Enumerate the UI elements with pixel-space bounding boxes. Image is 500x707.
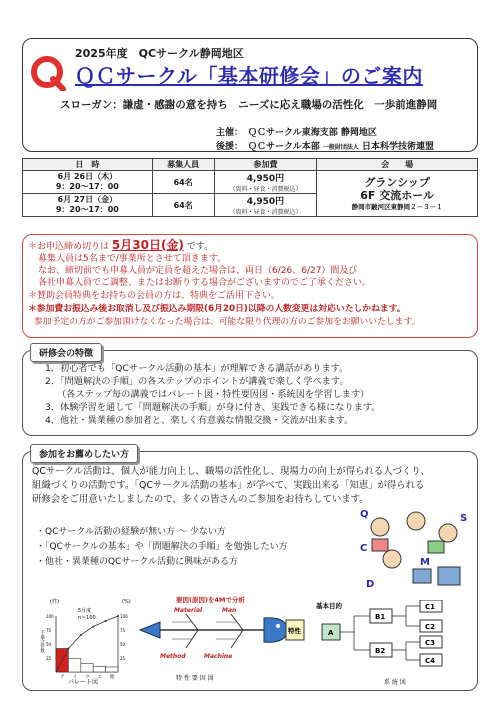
pareto-category: イ [72, 675, 78, 680]
fee-amount: 4,950円 [246, 174, 285, 184]
pareto-bar [81, 664, 93, 672]
slogan: スローガン：謙虚・感謝の意を持ち ニーズに応え職場の活性化 一歩前進静岡 [60, 99, 438, 111]
pareto-chart [38, 596, 138, 688]
fee-amount: 4,950円 [246, 197, 285, 207]
pareto-pct-tick: 50 [120, 642, 126, 647]
fee-cell [214, 194, 317, 217]
tree-mid: B1 [375, 613, 386, 621]
qcdsm-letter: Q [360, 509, 369, 520]
fishbone-diagram [136, 592, 306, 688]
fishbone-caption: 特 性 要 因 図 [176, 675, 214, 682]
capacity-cell: 64名 [152, 194, 214, 217]
notice-line: 各社申募人員でご調整、またはお断りする場合がございますのでご了承ください。 [38, 278, 372, 288]
fishbone-label: Material [174, 607, 203, 614]
sponsor-label: 後援： [216, 142, 244, 152]
header-capacity: 募集人員 [152, 159, 214, 171]
time-text: 9：20～17：00 [55, 182, 119, 191]
fishbone-label: Method [160, 653, 186, 660]
fiscal-year-label: 2025年度 QCサークル静岡地区 [75, 47, 244, 60]
pareto-right-unit: (%) [122, 599, 131, 605]
fishbone-label: Machine [204, 653, 233, 660]
tree-leaf: C3 [425, 639, 436, 647]
tree-mid: B2 [375, 647, 386, 655]
recommend-heading: 参加をお薦めしたい方 [30, 444, 138, 463]
schedule-table [22, 158, 478, 217]
sponsor-org: 日本科学技術連盟 [362, 142, 435, 152]
notice-line: 募集人員は5名まで/事業所とさせて頂きます。 [38, 254, 227, 264]
venue-name: グランシップ [364, 176, 430, 189]
pareto-y-label: 不適合件数 [39, 630, 45, 653]
venue-cell [317, 171, 478, 217]
fishbone-label: Man [222, 607, 237, 614]
tree-caption: 系 統 図 [384, 679, 406, 686]
date-cell [23, 194, 153, 217]
fishbone-effect: 特性 [288, 627, 301, 635]
recommend-bullet: ・QCサークル活動の経験が無い方 ～ 少ない方 [36, 527, 226, 537]
feature-item: 2．「問題解決の手順」の各ステップのポイントが講義で楽しく学べます。 [45, 376, 349, 387]
tree-leaf: C1 [425, 603, 436, 611]
feature-item: 1．初心者でも「QCサークル活動の基本」が理解できる講話があります。 [45, 363, 349, 374]
pareto-pct-tick: 25 [120, 656, 126, 661]
recommend-bullet: ・他社・異業種のQCサークル活動に興味がある方 [36, 557, 239, 567]
qcdsm-letter: M [420, 557, 430, 568]
pareto-cumulative-point [67, 647, 69, 649]
pareto-y-tick: 25 [46, 656, 52, 661]
pareto-left-unit: (件) [50, 599, 59, 605]
notice-line: ＊参加費お振込み後お取消し及び振込み期限(6月20日)以降の人数変更は対応いたしかねます。 [28, 304, 406, 314]
sponsor: ＱＣサークル本部 [248, 142, 320, 152]
pareto-y-tick: 100 [46, 614, 54, 619]
deadline-line [28, 240, 213, 253]
pareto-bar [68, 659, 80, 672]
pareto-bar [106, 667, 118, 672]
pareto-cumulative-point [80, 634, 82, 636]
page-title: ＱＣサークル「基本研修会」のご案内 [75, 64, 423, 88]
header-datetime: 日 時 [23, 159, 153, 171]
qcdsm-letter: D [366, 579, 375, 590]
fee-note: （資料・昼食・消費税込） [229, 186, 302, 193]
header-fee: 参加費 [214, 159, 317, 171]
organizer: ＱＣサークル東海支部 静岡地区 [248, 128, 377, 138]
qcdsm-illustration [358, 507, 470, 595]
sponsor-line [248, 139, 434, 152]
venue-address: 静岡市駿河区東静岡２－３－１ [351, 203, 443, 211]
notice-line: 参加予定の方がご参加頂けなくなった場合は、可能な限り代理の方のご参加をお願いいたします。 [34, 317, 421, 327]
date-text: 6月 26日（木） [57, 172, 118, 181]
deadline-date: 5月30日(金) [111, 238, 184, 252]
tree-goal-label: 基本目的 [316, 602, 342, 610]
date-cell [23, 171, 153, 194]
feature-item: （各ステップ毎の講義ではパレート図・特性要因図・系統図を学習します） [57, 389, 370, 400]
pareto-cumulative-point [117, 615, 119, 617]
tree-leaf: C2 [425, 623, 436, 631]
features-heading: 研修会の特徴 [30, 343, 102, 362]
qc-logo [30, 55, 66, 91]
pareto-cumulative-point [92, 626, 94, 628]
sponsor-small: 一般財団法人 [322, 144, 359, 151]
deadline-prefix: ＊お申込締め切りは [28, 242, 110, 252]
fishbone-title: 要因(原因)を4Mで分析 [176, 596, 245, 604]
pareto-n: n＝100 [78, 615, 96, 621]
pareto-caption: パレート図 [68, 679, 99, 686]
table-row [23, 171, 478, 194]
fishbone-bones [140, 614, 288, 648]
pareto-category: ア [60, 675, 65, 680]
fee-cell [214, 171, 317, 194]
recommend-paragraph-line: 組織づくりの活動です。「QCサークル活動の基本」が学べて、実践出来る「知恵」が得られる [32, 480, 425, 491]
time-text: 9：20～17：00 [55, 205, 119, 214]
pareto-category: エ [97, 675, 102, 680]
pareto-cumulative-point [105, 620, 107, 622]
tree-diagram [314, 600, 474, 688]
qcdsm-figures [371, 512, 460, 585]
pareto-y-tick: 50 [46, 642, 52, 647]
pareto-pct-tick: 100 [120, 614, 128, 619]
venue-hall: 6F 交流ホール [360, 189, 435, 202]
notice-line: なお、締切前でも申募人員が定員を超えた場合は、両日（6/26、6/27）間及び [38, 266, 358, 276]
capacity-cell: 64名 [152, 171, 214, 194]
pareto-category: ウ [85, 675, 90, 680]
recommend-paragraph-line: QCサークル活動は、個人が能力向上し、職場の活性化し、現場力の向上が得られる人づくり、 [32, 466, 431, 477]
date-text: 6月 27日（金） [57, 195, 118, 204]
pareto-bar [93, 666, 105, 672]
deadline-suffix: です。 [186, 242, 214, 252]
tree-root: A [328, 629, 334, 637]
notice-line: ＊賛助会員特典をお持ちの会員の方は、特典をご活用下さい。 [28, 291, 281, 301]
pareto-category: 他 [109, 675, 115, 680]
recommend-paragraph-line: 研修会をご用意いたしましたので、多くの皆さんのご参加をお待ちしています。 [32, 494, 369, 505]
tree-leaf: C4 [425, 657, 436, 665]
recommend-bullet: ・「QCサークルの基本」や「問題解決の手順」を勉強したい方 [36, 542, 288, 552]
feature-item: 3．体験学習を通して「問題解決の手順」が身に付き、実践できる様になります。 [45, 402, 381, 413]
organizer-label: 主催： [216, 128, 244, 138]
pareto-period: 5月度 [78, 608, 92, 614]
feature-item: 4．他社・異業種の参加者と、楽しく有意義な情報交換・交流が出来ます。 [45, 415, 354, 426]
pareto-pct-tick: 75 [120, 628, 126, 633]
fee-note: （資料・昼食・消費税込） [229, 209, 302, 216]
qcdsm-letter: C [360, 543, 368, 554]
qcdsm-letter: S [460, 513, 468, 524]
header-venue: 会 場 [317, 159, 478, 171]
pareto-y-tick: 75 [46, 628, 52, 633]
